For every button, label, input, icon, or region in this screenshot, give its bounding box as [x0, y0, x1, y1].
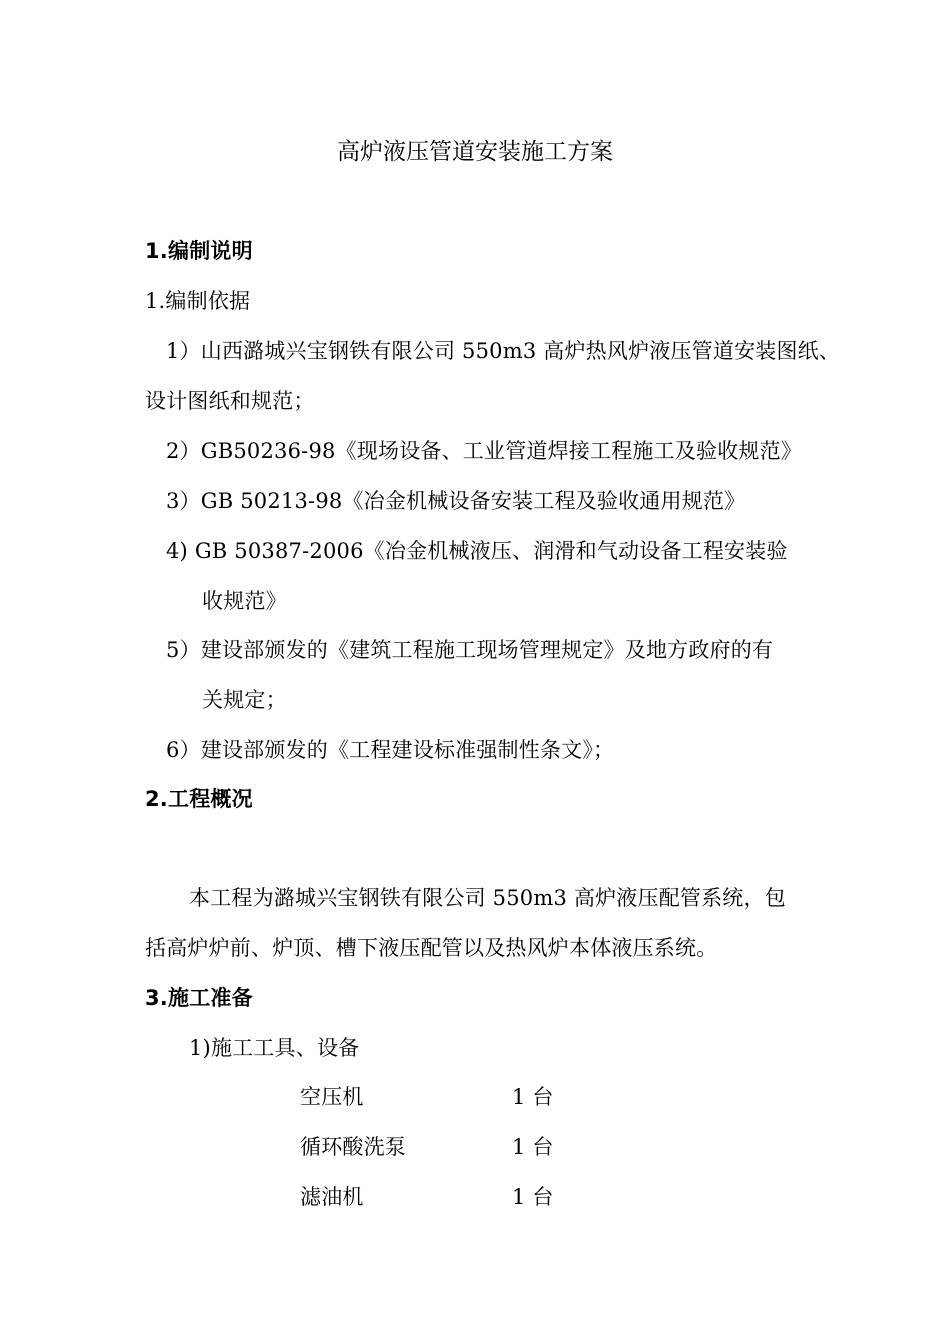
- basis-item-5-line1: 5）建设部颁发的《建筑工程施工现场管理规定》及地方政府的有: [166, 638, 774, 662]
- equipment-name-1: 空压机: [300, 1085, 364, 1109]
- basis-item-6: 6）建设部颁发的《工程建设标准强制性条文》；: [166, 738, 615, 762]
- basis-item-1-line2: 设计图纸和规范；: [145, 389, 315, 413]
- sub-heading-tools: 1)施工工具、设备: [189, 1036, 360, 1060]
- equipment-name-2: 循环酸洗泵: [300, 1135, 406, 1159]
- section-heading-2: 2.工程概况: [145, 787, 253, 811]
- overview-paragraph-line2: 括高炉炉前、炉顶、槽下液压配管以及热风炉本体液压系统。: [145, 936, 718, 960]
- basis-item-2: 2）GB50236-98《现场设备、工业管道焊接工程施工及验收规范》: [166, 439, 802, 463]
- basis-item-3: 3）GB 50213-98《冶金机械设备安装工程及验收通用规范》: [166, 489, 746, 513]
- document-title: 高炉液压管道安装施工方案: [337, 139, 613, 165]
- equipment-qty-3: 1 台: [512, 1185, 554, 1209]
- overview-paragraph-line1: 本工程为潞城兴宝钢铁有限公司 550m3 高炉液压配管系统，包: [189, 886, 786, 910]
- equipment-qty-1: 1 台: [512, 1085, 554, 1109]
- equipment-qty-2: 1 台: [512, 1135, 554, 1159]
- basis-item-5-line2: 关规定；: [202, 688, 287, 712]
- equipment-name-3: 滤油机: [300, 1185, 364, 1209]
- section-heading-1: 1.编制说明: [145, 239, 253, 263]
- basis-item-4-line1: 4) GB 50387-2006《冶金机械液压、润滑和气动设备工程安装验: [166, 539, 788, 563]
- basis-item-4-line2: 收规范》: [202, 589, 287, 613]
- sub-heading-basis: 1.编制依据: [145, 289, 251, 313]
- basis-item-1-line1: 1）山西潞城兴宝钢铁有限公司 550m3 高炉热风炉液压管道安装图纸、: [166, 339, 841, 363]
- section-heading-3: 3.施工准备: [145, 986, 253, 1010]
